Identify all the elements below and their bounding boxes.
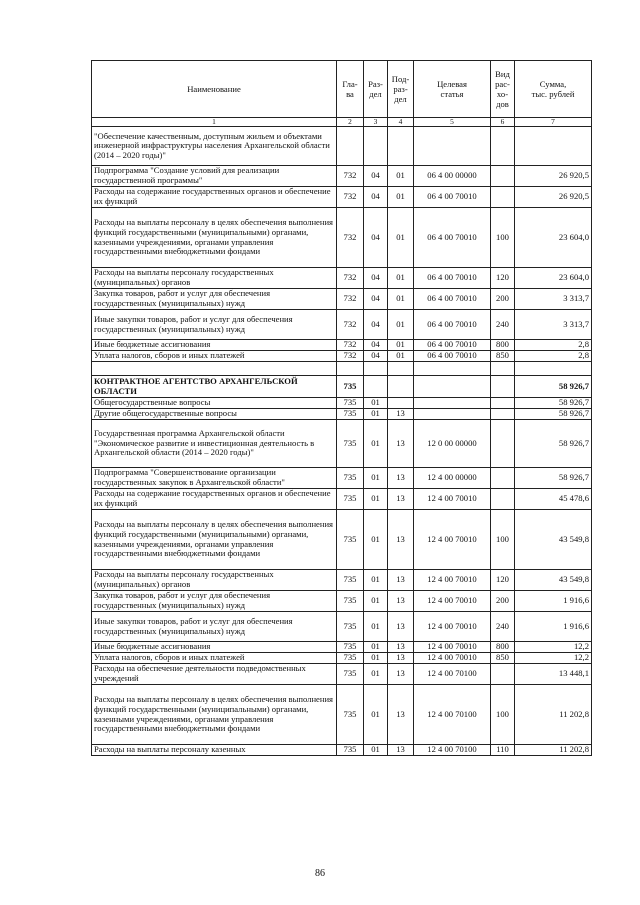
table-row [92, 653, 592, 664]
row-amount: 3 313,7 [515, 310, 592, 340]
row-target: 06 4 00 70010 [414, 289, 491, 310]
row-amount: 1 916,6 [515, 612, 592, 642]
row-expense-type [491, 468, 515, 489]
row-expense-type: 200 [491, 591, 515, 612]
header-chapter: Гла- ва [337, 61, 364, 118]
row-section: 04 [364, 208, 388, 268]
table-row [92, 642, 592, 653]
row-name: КОНТРАКТНОЕ АГЕНТСТВО АРХАНГЕЛЬСКОЙ ОБЛАСТИ [92, 376, 337, 398]
row-expense-type: 100 [491, 510, 515, 570]
row-target: 12 4 00 70010 [414, 642, 491, 653]
row-name: Расходы на выплаты персоналу государственных (муниципальных) органов [92, 268, 337, 289]
row-section [364, 127, 388, 166]
row-subsection: 13 [388, 642, 414, 653]
row-target: 12 4 00 70010 [414, 612, 491, 642]
row-name: Расходы на обеспечение деятельности подведомственных учреждений [92, 664, 337, 685]
row-chapter: 732 [337, 289, 364, 310]
table-row [92, 612, 592, 642]
row-target: 12 4 00 70010 [414, 591, 491, 612]
row-section: 01 [364, 653, 388, 664]
row-expense-type [491, 398, 515, 409]
row-subsection: 01 [388, 268, 414, 289]
row-target: 12 4 00 70010 [414, 570, 491, 591]
table-row [92, 127, 592, 166]
row-subsection: 13 [388, 612, 414, 642]
row-chapter: 735 [337, 420, 364, 468]
row-expense-type [491, 489, 515, 510]
row-amount: 58 926,7 [515, 420, 592, 468]
row-amount: 12,2 [515, 653, 592, 664]
table-row [92, 489, 592, 510]
row-expense-type [491, 409, 515, 420]
row-chapter: 735 [337, 398, 364, 409]
row-chapter: 735 [337, 591, 364, 612]
row-target: 12 0 00 00000 [414, 420, 491, 468]
table-row [92, 340, 592, 351]
header-name: Наименование [92, 61, 337, 118]
column-number-row [92, 118, 592, 127]
table-row [92, 362, 592, 376]
row-chapter: 735 [337, 612, 364, 642]
row-name: Подпрограмма "Создание условий для реализации государственной программы" [92, 166, 337, 187]
row-subsection: 01 [388, 208, 414, 268]
row-expense-type [491, 420, 515, 468]
row-expense-type [491, 187, 515, 208]
row-target [414, 376, 491, 398]
row-chapter: 732 [337, 166, 364, 187]
row-name: Общегосударственные вопросы [92, 398, 337, 409]
row-subsection: 01 [388, 166, 414, 187]
row-subsection: 01 [388, 187, 414, 208]
row-amount: 58 926,7 [515, 409, 592, 420]
row-expense-type: 100 [491, 208, 515, 268]
row-target: 12 4 00 00000 [414, 468, 491, 489]
row-chapter [337, 127, 364, 166]
row-subsection: 13 [388, 591, 414, 612]
row-target: 06 4 00 00000 [414, 166, 491, 187]
row-expense-type [491, 376, 515, 398]
row-name: Закупка товаров, работ и услуг для обеспечения государственных (муниципальных) нужд [92, 289, 337, 310]
budget-table [91, 60, 592, 756]
row-amount: 11 202,8 [515, 685, 592, 745]
row-section: 01 [364, 642, 388, 653]
header-amount: Сумма, тыс. рублей [515, 61, 592, 118]
row-section [364, 362, 388, 376]
row-subsection: 13 [388, 420, 414, 468]
row-name: Расходы на содержание государственных органов и обеспечение их функций [92, 187, 337, 208]
table-row [92, 468, 592, 489]
row-expense-type: 110 [491, 745, 515, 756]
row-chapter: 732 [337, 187, 364, 208]
column-number: 6 [491, 118, 515, 127]
row-subsection: 13 [388, 489, 414, 510]
row-subsection: 01 [388, 310, 414, 340]
row-target: 06 4 00 70010 [414, 351, 491, 362]
row-amount: 13 448,1 [515, 664, 592, 685]
row-subsection [388, 376, 414, 398]
row-name: Расходы на выплаты персоналу государственных (муниципальных) органов [92, 570, 337, 591]
table-row [92, 420, 592, 468]
row-section: 01 [364, 664, 388, 685]
row-chapter: 732 [337, 340, 364, 351]
row-expense-type: 800 [491, 642, 515, 653]
row-subsection: 13 [388, 653, 414, 664]
row-expense-type [491, 362, 515, 376]
row-expense-type: 100 [491, 685, 515, 745]
row-section: 01 [364, 685, 388, 745]
row-subsection [388, 362, 414, 376]
row-amount: 43 549,8 [515, 510, 592, 570]
row-target [414, 409, 491, 420]
table-row [92, 351, 592, 362]
row-name: Расходы на содержание государственных органов и обеспечение их функций [92, 489, 337, 510]
row-section: 01 [364, 745, 388, 756]
row-chapter: 732 [337, 310, 364, 340]
row-name: Иные закупки товаров, работ и услуг для обеспечения государственных (муниципальных) нужд [92, 612, 337, 642]
row-section [364, 376, 388, 398]
row-amount: 26 920,5 [515, 187, 592, 208]
row-target [414, 398, 491, 409]
column-number: 4 [388, 118, 414, 127]
row-target: 12 4 00 70100 [414, 664, 491, 685]
row-amount: 12,2 [515, 642, 592, 653]
table-row [92, 268, 592, 289]
row-expense-type: 240 [491, 310, 515, 340]
row-name: Иные бюджетные ассигнования [92, 642, 337, 653]
table-row [92, 745, 592, 756]
row-amount: 1 916,6 [515, 591, 592, 612]
row-name: Иные закупки товаров, работ и услуг для обеспечения государственных (муниципальных) нужд [92, 310, 337, 340]
row-amount: 43 549,8 [515, 570, 592, 591]
table-row [92, 570, 592, 591]
page-number: 86 [315, 868, 325, 879]
row-name: Уплата налогов, сборов и иных платежей [92, 351, 337, 362]
table-row [92, 510, 592, 570]
row-expense-type: 850 [491, 351, 515, 362]
row-section: 04 [364, 340, 388, 351]
row-target: 12 4 00 70100 [414, 685, 491, 745]
row-amount: 23 604,0 [515, 268, 592, 289]
row-section: 04 [364, 351, 388, 362]
table-row [92, 376, 592, 398]
row-section: 04 [364, 166, 388, 187]
row-subsection: 01 [388, 289, 414, 310]
row-name: Другие общегосударственные вопросы [92, 409, 337, 420]
row-subsection: 13 [388, 409, 414, 420]
row-name: Расходы на выплаты персоналу в целях обеспечения выполнения функций государственными (муниципальными) органами, казенными учреждениями, органами управления государственными внебюджетными фондами [92, 208, 337, 268]
row-target: 06 4 00 70010 [414, 187, 491, 208]
row-section: 01 [364, 591, 388, 612]
column-number: 2 [337, 118, 364, 127]
row-name: Расходы на выплаты персоналу в целях обеспечения выполнения функций государственными (муниципальными) органами, казенными учреждениями, органами управления государственными внебюджетными фондами [92, 685, 337, 745]
row-section: 01 [364, 398, 388, 409]
row-chapter: 735 [337, 642, 364, 653]
row-subsection: 13 [388, 510, 414, 570]
row-chapter: 732 [337, 208, 364, 268]
row-amount: 26 920,5 [515, 166, 592, 187]
table-row [92, 289, 592, 310]
row-target: 12 4 00 70010 [414, 653, 491, 664]
row-chapter: 735 [337, 745, 364, 756]
row-amount [515, 362, 592, 376]
row-name: Подпрограмма "Совершенствование организации государственных закупок в Архангельской области" [92, 468, 337, 489]
row-expense-type: 120 [491, 570, 515, 591]
table-row [92, 685, 592, 745]
row-section: 04 [364, 268, 388, 289]
row-section: 04 [364, 187, 388, 208]
row-amount [515, 127, 592, 166]
row-name: Государственная программа Архангельской области "Экономическое развитие и инвестиционная деятельность в Архангельской области (2014 – 2020 годы)" [92, 420, 337, 468]
header-target: Целевая статья [414, 61, 491, 118]
row-expense-type: 120 [491, 268, 515, 289]
row-amount: 2,8 [515, 340, 592, 351]
row-section: 01 [364, 468, 388, 489]
row-subsection: 13 [388, 468, 414, 489]
row-chapter [337, 362, 364, 376]
row-amount: 58 926,7 [515, 468, 592, 489]
row-amount: 58 926,7 [515, 376, 592, 398]
table-row [92, 409, 592, 420]
row-subsection: 13 [388, 685, 414, 745]
row-section: 04 [364, 289, 388, 310]
table-row [92, 591, 592, 612]
row-name: Иные бюджетные ассигнования [92, 340, 337, 351]
row-chapter: 735 [337, 685, 364, 745]
row-subsection [388, 127, 414, 166]
header-section: Раз- дел [364, 61, 388, 118]
header-subsection: Под- раз- дел [388, 61, 414, 118]
row-section: 01 [364, 570, 388, 591]
table-row [92, 664, 592, 685]
row-section: 01 [364, 489, 388, 510]
row-amount: 23 604,0 [515, 208, 592, 268]
row-target [414, 127, 491, 166]
row-chapter: 732 [337, 351, 364, 362]
row-section: 01 [364, 612, 388, 642]
row-subsection: 13 [388, 664, 414, 685]
row-expense-type [491, 166, 515, 187]
row-expense-type: 240 [491, 612, 515, 642]
row-expense-type: 800 [491, 340, 515, 351]
table-body [92, 127, 592, 756]
row-chapter: 735 [337, 468, 364, 489]
row-expense-type: 850 [491, 653, 515, 664]
row-target: 06 4 00 70010 [414, 268, 491, 289]
row-target: 06 4 00 70010 [414, 340, 491, 351]
table-row [92, 398, 592, 409]
row-expense-type [491, 664, 515, 685]
row-name [92, 362, 337, 376]
row-name: Закупка товаров, работ и услуг для обеспечения государственных (муниципальных) нужд [92, 591, 337, 612]
row-chapter: 735 [337, 510, 364, 570]
row-target: 12 4 00 70010 [414, 489, 491, 510]
column-number: 3 [364, 118, 388, 127]
row-target: 06 4 00 70010 [414, 208, 491, 268]
row-subsection: 01 [388, 351, 414, 362]
header-row [92, 61, 592, 118]
row-chapter: 735 [337, 409, 364, 420]
column-number: 1 [92, 118, 337, 127]
row-name: Расходы на выплаты персоналу в целях обеспечения выполнения функций государственными (муниципальными) органами, казенными учреждениями, органами управления государственными внебюджетными фондами [92, 510, 337, 570]
row-subsection: 13 [388, 570, 414, 591]
row-chapter: 735 [337, 489, 364, 510]
row-chapter: 735 [337, 664, 364, 685]
row-target: 12 4 00 70010 [414, 510, 491, 570]
row-chapter: 735 [337, 376, 364, 398]
row-name: "Обеспечение качественным, доступным жильем и объектами инженерной инфраструктуры населения Архангельской области (2014 – 2020 годы)" [92, 127, 337, 166]
table-row [92, 166, 592, 187]
row-section: 01 [364, 409, 388, 420]
row-chapter: 735 [337, 653, 364, 664]
row-name: Расходы на выплаты персоналу казенных [92, 745, 337, 756]
row-amount: 11 202,8 [515, 745, 592, 756]
row-name: Уплата налогов, сборов и иных платежей [92, 653, 337, 664]
row-target [414, 362, 491, 376]
row-target: 12 4 00 70100 [414, 745, 491, 756]
table-row [92, 208, 592, 268]
table-row [92, 187, 592, 208]
column-number: 7 [515, 118, 592, 127]
row-subsection [388, 398, 414, 409]
row-amount: 3 313,7 [515, 289, 592, 310]
row-chapter: 732 [337, 268, 364, 289]
row-expense-type: 200 [491, 289, 515, 310]
row-amount: 45 478,6 [515, 489, 592, 510]
row-amount: 2,8 [515, 351, 592, 362]
table-row [92, 310, 592, 340]
row-section: 01 [364, 420, 388, 468]
column-number: 5 [414, 118, 491, 127]
row-subsection: 13 [388, 745, 414, 756]
row-expense-type [491, 127, 515, 166]
row-section: 01 [364, 510, 388, 570]
row-section: 04 [364, 310, 388, 340]
row-subsection: 01 [388, 340, 414, 351]
row-chapter: 735 [337, 570, 364, 591]
header-expense-type: Вид рас- хо- дов [491, 61, 515, 118]
row-amount: 58 926,7 [515, 398, 592, 409]
row-target: 06 4 00 70010 [414, 310, 491, 340]
